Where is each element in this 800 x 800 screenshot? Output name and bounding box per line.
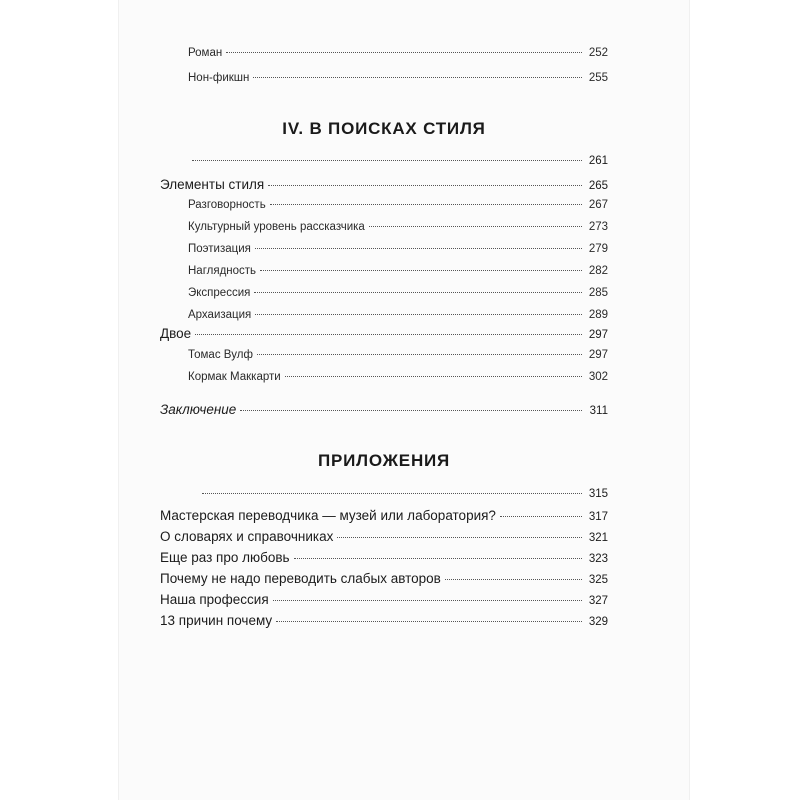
toc-subentry[interactable] — [188, 371, 608, 383]
dot-leader — [226, 52, 582, 53]
toc-entry-title: Культурный уровень рассказчика — [188, 221, 365, 233]
toc-entry-nonfiction[interactable] — [188, 72, 608, 84]
toc-entry-title: Томас Вулф — [188, 349, 253, 361]
toc-entry-page: 297 — [588, 349, 608, 361]
toc-entry-appendix-item[interactable] — [160, 529, 608, 544]
toc-entry-title: Наша профессия — [160, 592, 269, 607]
toc-subentry[interactable] — [188, 287, 608, 299]
toc-entry-page: 273 — [588, 221, 608, 233]
toc-entry-page: 289 — [588, 309, 608, 321]
toc-entry-title: Роман — [188, 47, 223, 59]
toc-entry-page: 327 — [588, 595, 608, 607]
toc-entry-page: 317 — [588, 511, 608, 523]
section-heading-appendix: ПРИЛОЖЕНИЯ — [317, 451, 451, 470]
toc-subentry[interactable] — [188, 309, 608, 321]
toc-entry-appendix-intro[interactable] — [198, 488, 608, 500]
toc-entry-title: Мастерская переводчика — музей или лаборатория? — [160, 508, 496, 523]
dot-leader — [500, 516, 582, 517]
toc-subentry[interactable] — [188, 265, 608, 277]
toc-entry-page: 282 — [588, 265, 608, 277]
dot-leader — [273, 600, 582, 601]
dot-leader — [369, 226, 582, 227]
dot-leader — [192, 160, 582, 161]
dot-leader — [254, 292, 582, 293]
toc-entry-title: О словарях и справочниках — [160, 529, 334, 544]
toc-entry-page: 255 — [588, 72, 608, 84]
toc-subentry[interactable] — [188, 199, 608, 211]
toc-entry-page: 315 — [588, 488, 608, 500]
toc-entry-title: 13 причин почему — [160, 613, 273, 628]
dot-leader — [260, 270, 582, 271]
dot-leader — [240, 410, 582, 411]
toc-entry-title: Почему не надо переводить слабых авторов — [160, 571, 441, 586]
toc-entry-title: Двое — [160, 326, 192, 341]
toc-entry-page: 279 — [588, 243, 608, 255]
toc-entry-page: 325 — [588, 574, 608, 586]
toc-entry-title: Поэтизация — [188, 243, 251, 255]
toc-entry-roman[interactable] — [188, 47, 608, 59]
toc-entry-title: Экспрессия — [188, 287, 251, 299]
toc-entry-page: 261 — [588, 155, 608, 167]
section-heading-iv: IV. В ПОИСКАХ СТИЛЯ — [282, 119, 486, 138]
toc-entry-title: Архаизация — [188, 309, 252, 321]
dot-leader — [257, 354, 582, 355]
dot-leader — [195, 334, 582, 335]
dot-leader — [285, 376, 582, 377]
toc-subentry[interactable] — [188, 243, 608, 255]
toc-entry-page: 297 — [588, 329, 608, 341]
toc-entry-two[interactable] — [160, 326, 608, 341]
dot-leader — [255, 248, 582, 249]
toc-entry-section-intro[interactable] — [188, 155, 608, 167]
toc-entry-title: Разговорность — [188, 199, 266, 211]
toc-entry-title: Элементы стиля — [160, 177, 265, 192]
toc-entry-appendix-item[interactable] — [160, 508, 608, 523]
dot-leader — [294, 558, 582, 559]
toc-entry-page: 329 — [588, 616, 608, 628]
dot-leader — [268, 185, 582, 186]
toc-entry-conclusion[interactable] — [160, 402, 608, 417]
toc-entry-page: 267 — [588, 199, 608, 211]
toc-entry-title: Заключение — [160, 402, 237, 417]
toc-entry-appendix-item[interactable] — [160, 550, 608, 565]
toc-entry-appendix-item[interactable] — [160, 571, 608, 586]
toc-entry-elements-of-style[interactable] — [160, 177, 608, 192]
toc-entry-page: 285 — [588, 287, 608, 299]
dot-leader — [276, 621, 582, 622]
dot-leader — [253, 77, 582, 78]
toc-entry-appendix-item[interactable] — [160, 592, 608, 607]
toc-entry-title: Кормак Маккарти — [188, 371, 281, 383]
toc-subentry[interactable] — [188, 349, 608, 361]
dot-leader — [255, 314, 582, 315]
toc-entry-appendix-item[interactable] — [160, 613, 608, 628]
toc-entry-page: 321 — [588, 532, 608, 544]
toc-entry-title: Нон-фикшн — [188, 72, 250, 84]
toc-entry-page: 323 — [588, 553, 608, 565]
toc-entry-page: 302 — [588, 371, 608, 383]
toc-entry-title: Еще раз про любовь — [160, 550, 290, 565]
dot-leader — [270, 204, 582, 205]
dot-leader — [445, 579, 582, 580]
toc-entry-title: Наглядность — [188, 265, 257, 277]
toc-entry-page: 265 — [588, 180, 608, 192]
toc-subentry[interactable] — [188, 221, 608, 233]
toc-entry-page: 252 — [588, 47, 608, 59]
dot-leader — [337, 537, 582, 538]
dot-leader — [202, 493, 582, 494]
toc-entry-page: 311 — [589, 405, 608, 417]
